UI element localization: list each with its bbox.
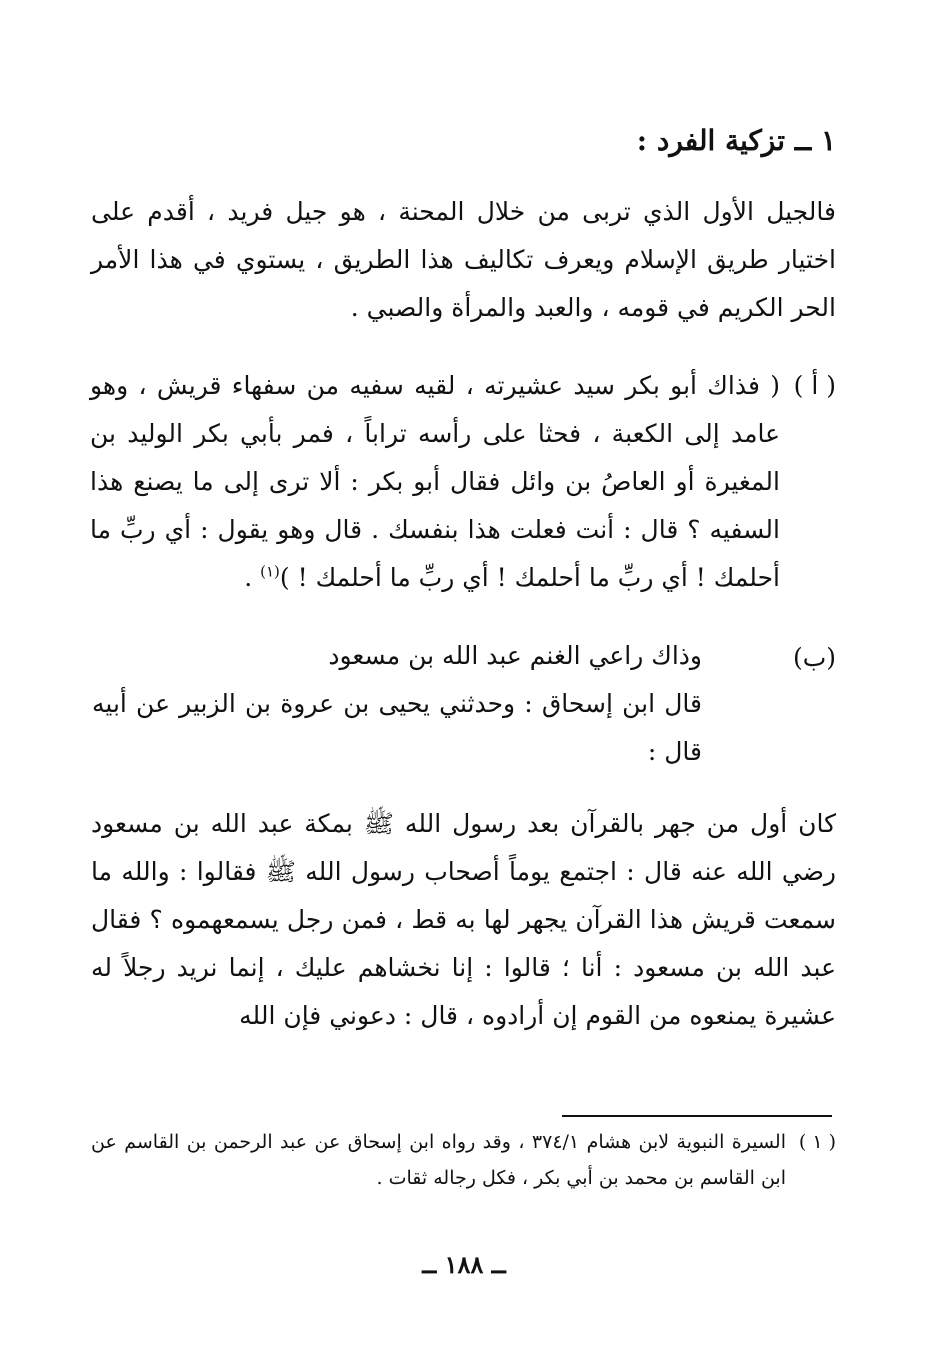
footnote-reference: (١) bbox=[260, 562, 280, 581]
item-a-paragraph bbox=[90, 362, 780, 602]
intro-paragraph: فالجيل الأول الذي تربى من خلال المحنة ، هو جيل فريد ، أقدم على اختيار طريق الإسلام ويعرف تكاليف هذا الطريق ، يستوي في هذا الأمر الحر الكريم في قومه ، والعبد والمرأة والصبي . bbox=[91, 197, 836, 322]
section-heading: ١ ــ تزكية الفرد : bbox=[636, 124, 836, 157]
item-a-tail: . bbox=[244, 563, 261, 592]
footnote-text: السيرة النبوية لابن هشام ٣٧٤/١ ، وقد رواه ابن إسحاق عن عبد الرحمن بن القاسم عن ابن القاسم بن محمد بن أبي بكر ، فكل رجاله ثقات . bbox=[91, 1131, 786, 1189]
footnote-marker: ( ١ ) bbox=[798, 1131, 836, 1153]
footnote-divider bbox=[562, 1115, 832, 1117]
page-number: ــ ١٨٨ ــ bbox=[422, 1250, 506, 1279]
item-a-marker: ( أ ) bbox=[793, 371, 836, 400]
item-b-paragraph: قال ابن إسحاق : وحدثني يحيى بن عروة بن الزبير عن أبيه قال : bbox=[92, 689, 702, 766]
item-b-marker: (ب) bbox=[792, 643, 836, 672]
item-a-text: ( فذاك أبو بكر سيد عشيرته ، لقيه سفيه من سفهاء قريش ، وهو عامد إلى الكعبة ، فحثا على رأسه تراباً ، فمر بأبي بكر الوليد بن المغيرة أو العاصُ بن وائل فقال أبو بكر : ألا ترى إلى ما يصنع هذا السفيه ؟ قال : أنت فعلت هذا بنفسك . قال وهو يقول : أي ربِّ ما أحلمك ! أي ربِّ ما أحلمك ! أي ربِّ ما أحلمك ! ) bbox=[90, 371, 780, 592]
item-b-title: وذاك راعي الغنم عبد الله بن مسعود bbox=[328, 641, 702, 670]
hadith-paragraph: كان أول من جهر بالقرآن بعد رسول الله ﷺ بمكة عبد الله بن مسعود رضي الله عنه قال : اجتمع يوماً أصحاب رسول الله ﷺ فقالوا : والله ما سمعت قريش هذا القرآن يجهر لها به قط ، فمن رجل يسمعهموه ؟ فقال عبد الله بن مسعود : أنا ؛ قالوا : إنا نخشاهم عليك ، إنما نريد رجلاً له عشيرة يمنعوه من القوم إن أرادوه ، قال : دعوني فإن الله bbox=[91, 809, 836, 1030]
